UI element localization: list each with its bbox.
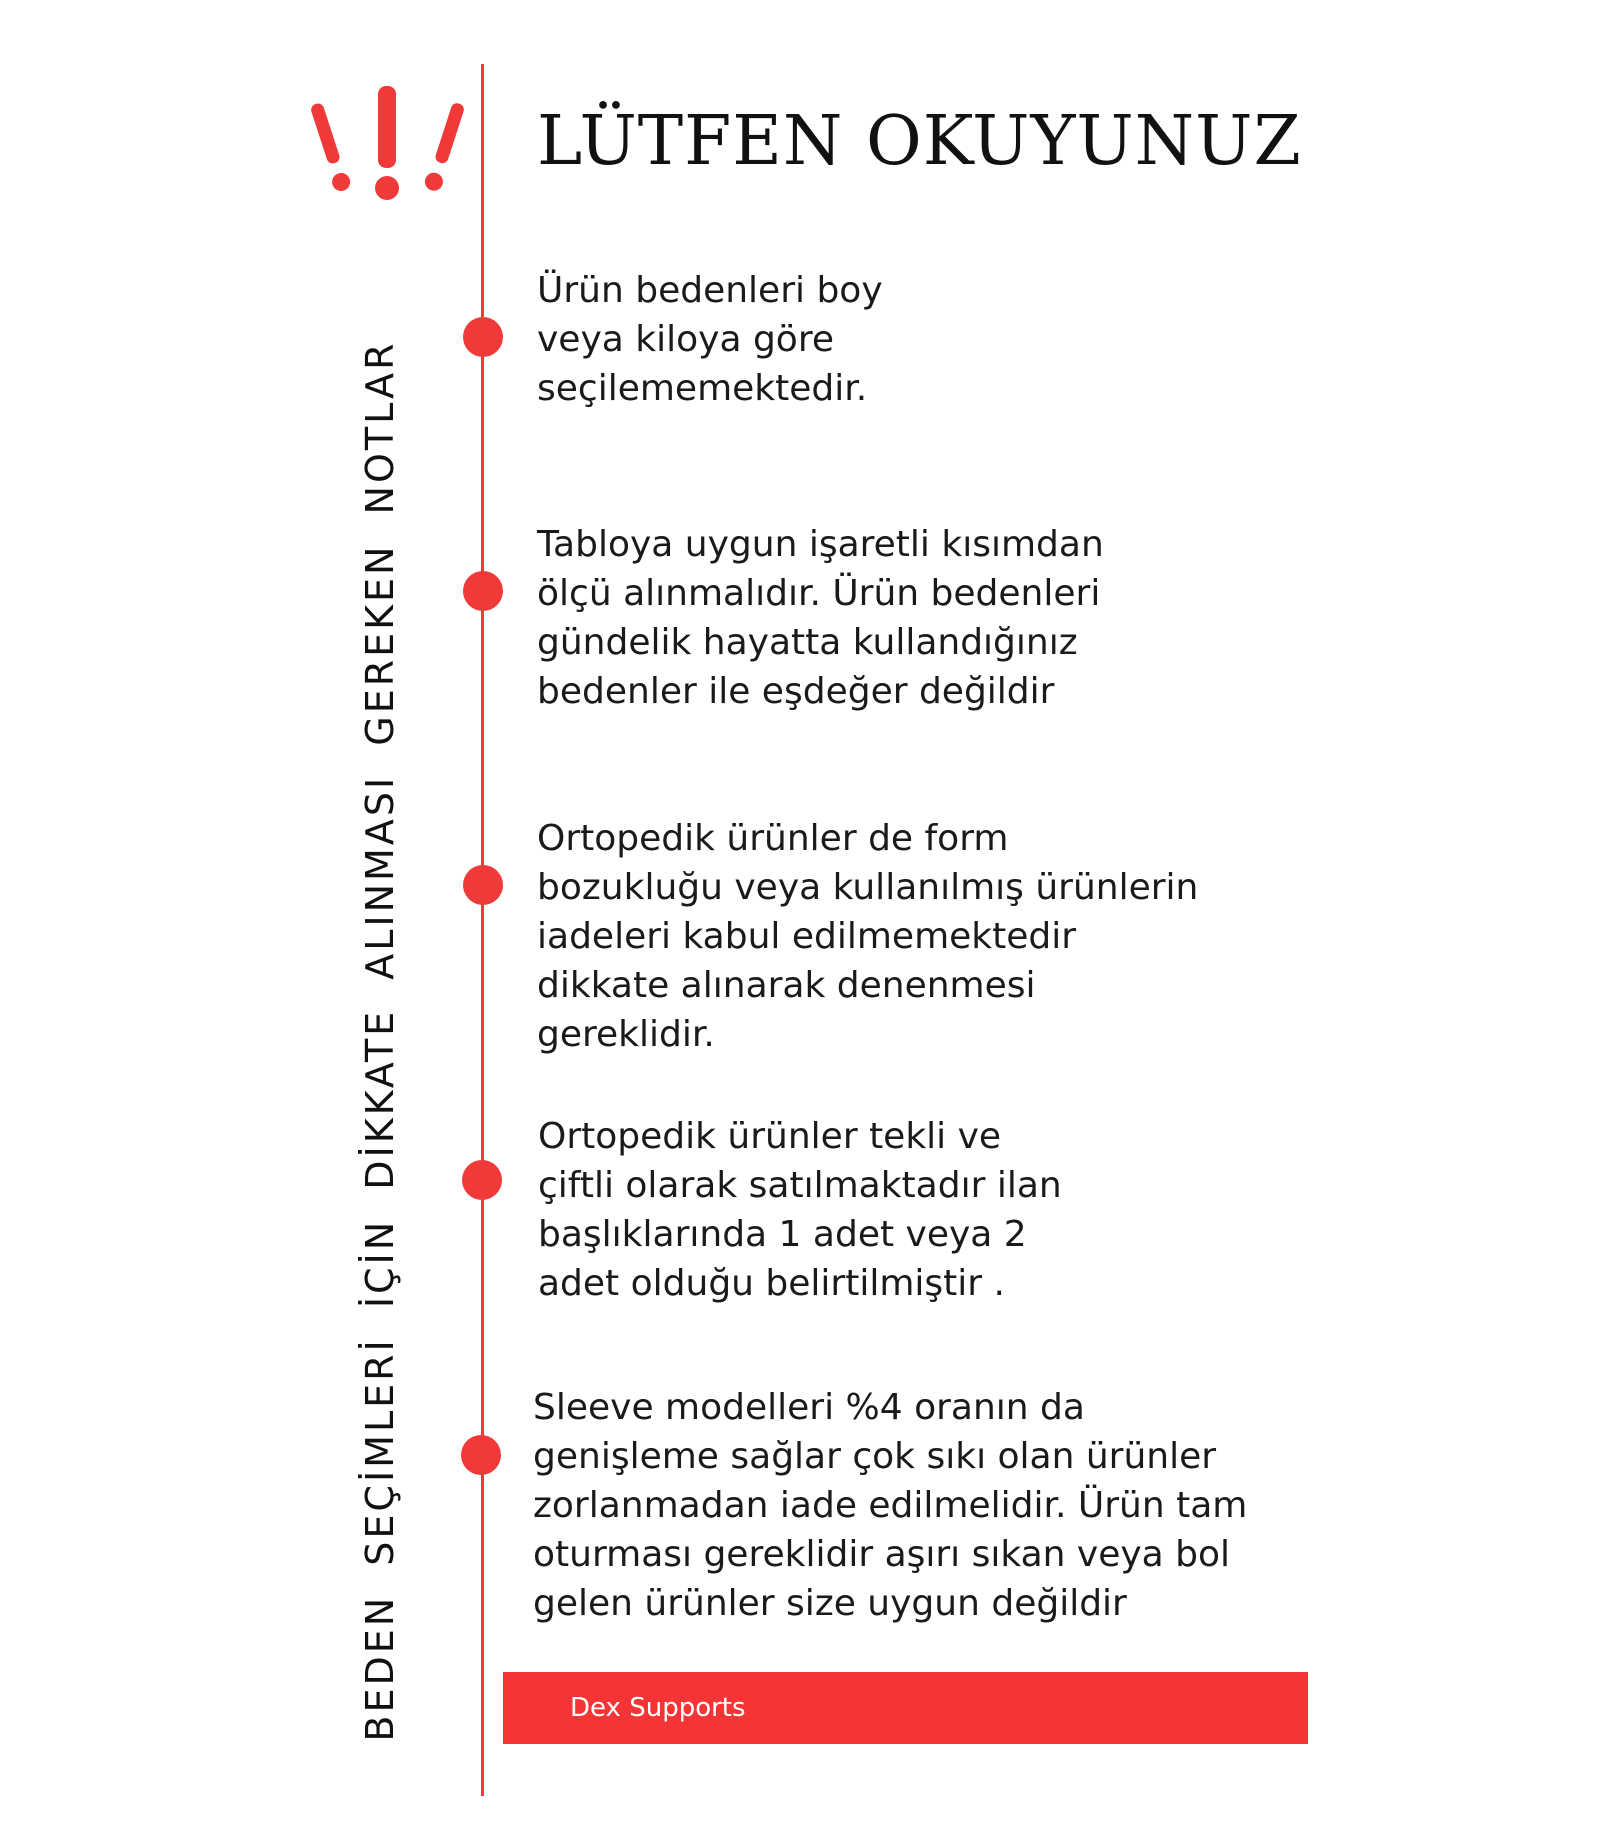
timeline-dot	[463, 571, 503, 611]
note-line: dikkate alınarak denenmesi	[537, 965, 1036, 1006]
note-line: gelen ürünler size uygun değildir	[533, 1583, 1127, 1624]
note-line: Sleeve modelleri %4 oranın da	[533, 1387, 1085, 1428]
note-line: gündelik hayatta kullandığınız	[537, 622, 1078, 663]
exclamation-marks-icon	[300, 80, 475, 205]
note-item	[533, 1383, 1333, 1628]
note-item	[537, 266, 1337, 413]
note-line: oturması gereklidir aşırı sıkan veya bol	[533, 1534, 1231, 1575]
note-line: bozukluğu veya kullanılmış ürünlerin	[537, 867, 1199, 908]
note-item	[537, 520, 1337, 716]
note-line: veya kiloya göre	[537, 319, 834, 360]
timeline-dot	[463, 865, 503, 905]
note-line: Ortopedik ürünler tekli ve	[538, 1116, 1002, 1157]
page-title: LÜTFEN OKUYUNUZ	[537, 102, 1302, 181]
note-line: zorlanmadan iade edilmelidir. Ürün tam	[533, 1485, 1248, 1526]
note-line: Tabloya uygun işaretli kısımdan	[537, 524, 1104, 565]
note-item	[537, 814, 1337, 1059]
brand-bar	[503, 1672, 1308, 1744]
note-line: adet olduğu belirtilmiştir .	[538, 1263, 1005, 1304]
note-line: çiftli olarak satılmaktadır ilan	[538, 1165, 1062, 1206]
note-line: başlıklarında 1 adet veya 2	[538, 1214, 1027, 1255]
note-item	[538, 1112, 1338, 1308]
brand-label: Dex Supports	[570, 1693, 746, 1723]
vertical-heading: BEDEN SEÇİMLERİ İÇİN DİKKATE ALINMASI GEREKEN NOTLAR	[358, 340, 402, 1742]
note-line: Ortopedik ürünler de form	[537, 818, 1009, 859]
note-line: gereklidir.	[537, 1014, 715, 1055]
note-line: Ürün bedenleri boy	[537, 270, 883, 311]
timeline-dot	[463, 317, 503, 357]
timeline-dot	[461, 1435, 501, 1475]
note-line: genişleme sağlar çok sıkı olan ürünler	[533, 1436, 1217, 1477]
note-line: bedenler ile eşdeğer değildir	[537, 671, 1055, 712]
note-line: ölçü alınmalıdır. Ürün bedenleri	[537, 573, 1101, 614]
note-line: iadeleri kabul edilmemektedir	[537, 916, 1077, 957]
timeline-dot	[462, 1160, 502, 1200]
note-line: seçilememektedir.	[537, 368, 868, 409]
